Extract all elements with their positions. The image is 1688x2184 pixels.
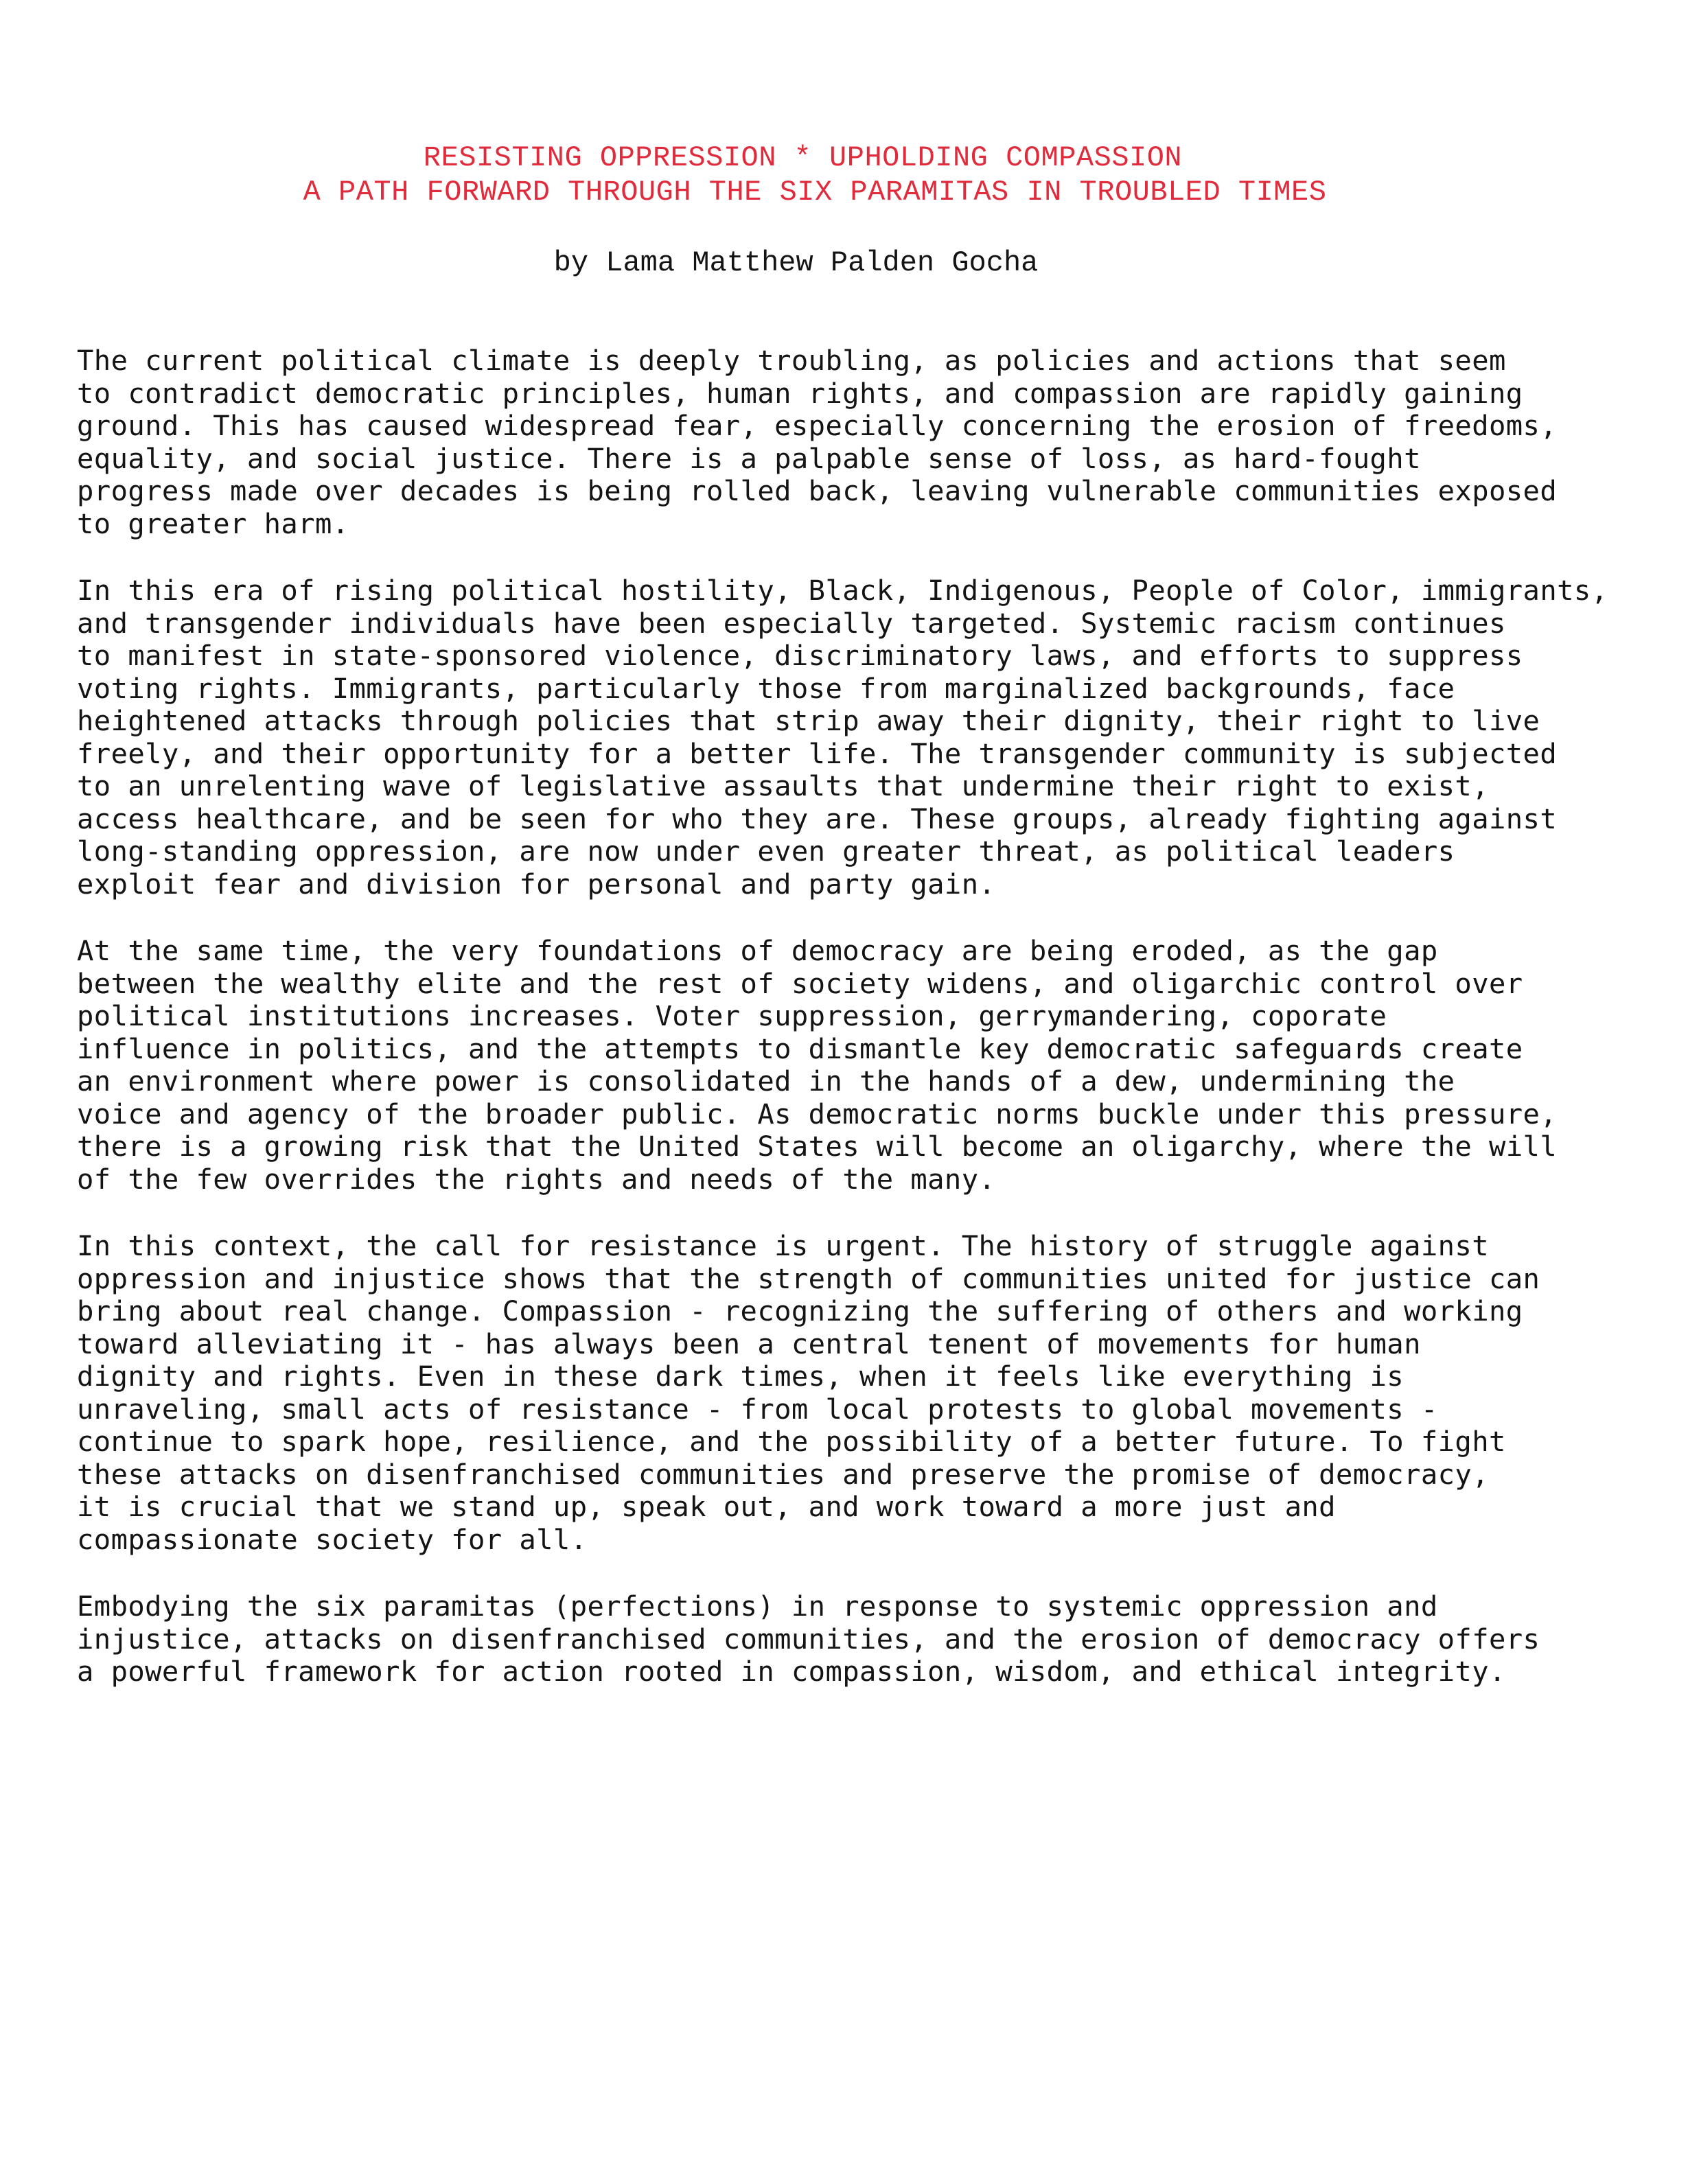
paragraph-3: [77, 935, 1656, 1196]
text-line: access healthcare, and be seen for who they are. These groups, already fighting against: [77, 802, 1558, 835]
text-line: unraveling, small acts of resistance - from local protests to global movements -: [77, 1392, 1438, 1426]
title-block: [0, 141, 1688, 209]
text-line: there is a growing risk that the United States will become an oligarchy, where the will: [77, 1130, 1558, 1163]
paragraph-4: [77, 1230, 1656, 1556]
text-line: freely, and their opportunity for a better life. The transgender community is subjected: [77, 736, 1558, 770]
paragraph-5: [77, 1590, 1656, 1688]
text-line: compassionate society for all.: [77, 1522, 588, 1556]
text-line: progress made over decades is being rolled back, leaving vulnerable communities exposed: [77, 474, 1558, 507]
text-line: a powerful framework for action rooted in compassion, wisdom, and ethical integrity.: [77, 1655, 1506, 1688]
text-line: bring about real change. Compassion - recognizing the suffering of others and working: [77, 1294, 1523, 1327]
text-line: continue to spark hope, resilience, and the possibility of a better future. To fight: [77, 1425, 1506, 1458]
paragraph-2: [77, 574, 1656, 901]
title-line-1: RESISTING OPPRESSION * UPHOLDING COMPASSION: [423, 141, 1183, 174]
text-line: exploit fear and division for personal and party gain.: [77, 867, 996, 901]
text-line: of the few overrides the rights and needs of the many.: [77, 1162, 996, 1196]
text-line: influence in politics, and the attempts to dismantle key democratic safeguards create: [77, 1032, 1523, 1065]
text-line: between the wealthy elite and the rest of society widens, and oligarchic control over: [77, 966, 1523, 1000]
text-line: In this era of rising political hostility, Black, Indigenous, People of Color, immigrants,: [77, 574, 1608, 607]
text-line: injustice, attacks on disenfranchised communities, and the erosion of democracy offers: [77, 1622, 1540, 1656]
text-line: The current political climate is deeply troubling, as policies and actions that seem: [77, 344, 1506, 377]
text-line: political institutions increases. Voter suppression, gerrymandering, coporate: [77, 999, 1387, 1032]
text-line: voting rights. Immigrants, particularly those from marginalized backgrounds, face: [77, 671, 1455, 705]
text-line: to greater harm.: [77, 507, 349, 540]
text-line: toward alleviating it - has always been a central tenent of movements for human: [77, 1327, 1421, 1360]
text-line: Embodying the six paramitas (perfections) in response to systemic oppression and: [77, 1590, 1438, 1623]
text-line: to contradict democratic principles, human rights, and compassion are rapidly gaining: [77, 376, 1523, 410]
text-line: At the same time, the very foundations of democracy are being eroded, as the gap: [77, 934, 1438, 967]
text-line: it is crucial that we stand up, speak out, and work toward a more just and: [77, 1490, 1336, 1523]
body-text: [77, 345, 1656, 1723]
text-line: voice and agency of the broader public. As democratic norms buckle under this pressure,: [77, 1097, 1558, 1130]
text-line: ground. This has caused widespread fear, especially concerning the erosion of freedoms,: [77, 409, 1558, 442]
paragraph-1: [77, 345, 1656, 540]
text-line: long-standing oppression, are now under even greater threat, as political leaders: [77, 835, 1455, 868]
text-line: equality, and social justice. There is a palpable sense of loss, as hard-fought: [77, 441, 1421, 475]
text-line: to manifest in state-sponsored violence, discriminatory laws, and efforts to suppress: [77, 639, 1523, 672]
text-line: and transgender individuals have been especially targeted. Systemic racism continues: [77, 606, 1506, 640]
byline: by Lama Matthew Palden Gocha: [553, 246, 1039, 279]
text-line: dignity and rights. Even in these dark times, when it feels like everything is: [77, 1360, 1404, 1393]
text-line: an environment where power is consolidated in the hands of a dew, undermining the: [77, 1065, 1455, 1097]
title-line-2: A PATH FORWARD THROUGH THE SIX PARAMITAS IN TROUBLED TIMES: [303, 176, 1327, 209]
text-line: these attacks on disenfranchised communities and preserve the promise of democracy,: [77, 1457, 1489, 1491]
text-line: In this context, the call for resistance is urgent. The history of struggle against: [77, 1229, 1489, 1262]
text-line: oppression and injustice shows that the strength of communities united for justice can: [77, 1262, 1540, 1295]
text-line: to an unrelenting wave of legislative assaults that undermine their right to exist,: [77, 769, 1489, 802]
text-line: heightened attacks through policies that strip away their dignity, their right to live: [77, 704, 1540, 737]
